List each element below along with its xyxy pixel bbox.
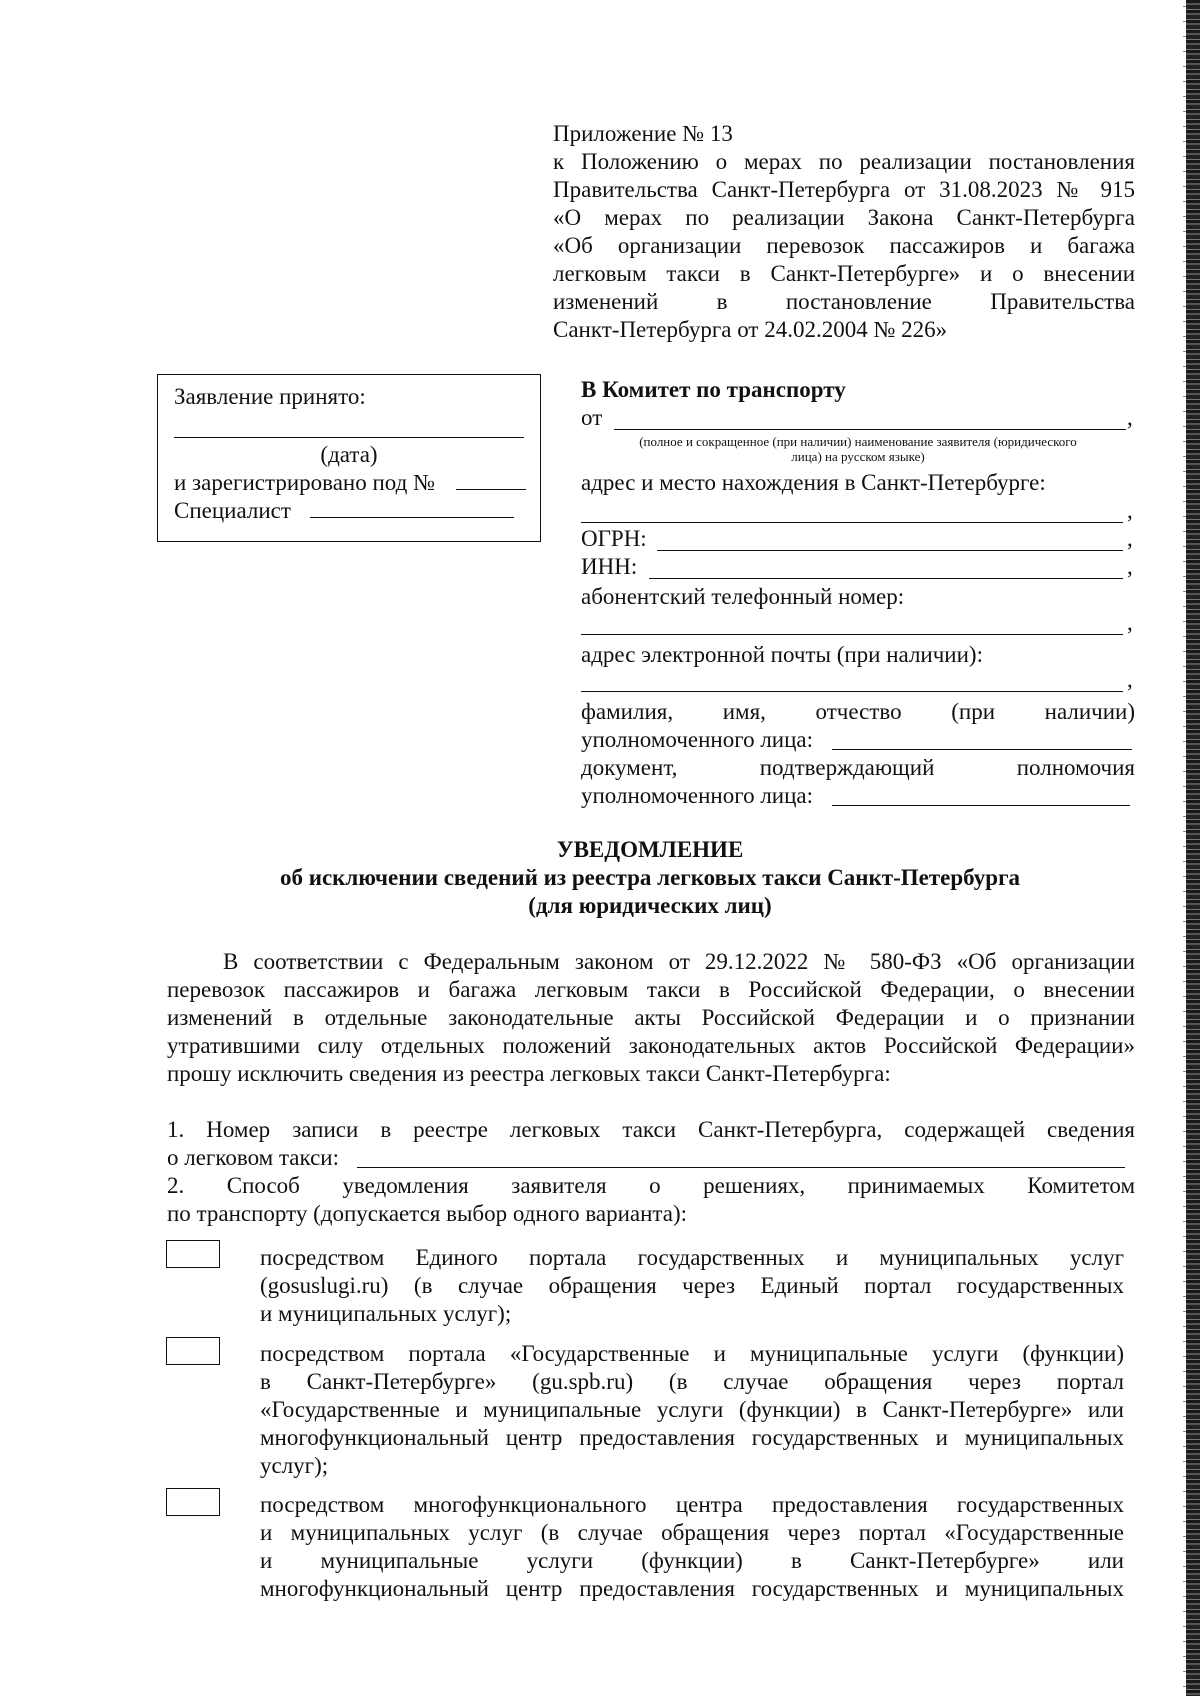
appendix-line: изменений в постановление Правительства: [553, 289, 1135, 314]
option-line: и муниципальных услуг);: [260, 1301, 512, 1326]
phone-label: абонентский телефонный номер:: [581, 584, 905, 609]
option-mfc-checkbox[interactable]: [166, 1488, 220, 1516]
option-gosuslugi-checkbox[interactable]: [166, 1240, 220, 1268]
addressee-from: от: [581, 405, 603, 430]
option-line: в Санкт-Петербурге» (gu.spb.ru) (в случае обращения через портал: [260, 1369, 1124, 1394]
item1-line: 1. Номер записи в реестре легковых такси Санкт-Петербурга, содержащей сведения: [167, 1117, 1135, 1142]
appendix-line: Правительства Санкт-Петербурга от 31.08.2023 № 915: [553, 177, 1135, 202]
intro-line: В соответствии с Федеральным законом от 29.12.2022 № 580-ФЗ «Об организации: [223, 949, 1135, 974]
stamp-date-caption: (дата): [320, 442, 378, 467]
option-line: (gosuslugi.ru) (в случае обращения через Единый портал государственных: [260, 1273, 1124, 1298]
applicant-name-line[interactable]: [614, 429, 1126, 430]
notice-title: УВЕДОМЛЕНИЕ: [556, 837, 744, 862]
option-line: и муниципальные услуги (функции) в Санкт-Петербурге» или: [260, 1548, 1124, 1573]
stamp-specialist: Специалист: [174, 498, 291, 523]
ogrn-input[interactable]: [657, 550, 1123, 551]
intro-line: изменений в отдельные законодательные акты Российской Федерации и о признании: [167, 1005, 1135, 1030]
authorized-label: уполномоченного лица:: [581, 727, 814, 752]
scan-edge: [1186, 0, 1200, 1696]
option-line: многофункциональный центр предоставления государственных и муниципальных: [260, 1425, 1124, 1450]
stamp-date-line[interactable]: [174, 437, 524, 438]
notice-subtitle: об исключении сведений из реестра легковых такси Санкт-Петербурга: [279, 865, 1021, 890]
intro-paragraph: [167, 948, 1135, 1088]
authorized-person-input[interactable]: [832, 749, 1132, 750]
intro-line: прошу исключить сведения из реестра легковых такси Санкт-Петербурга:: [167, 1061, 891, 1086]
appendix-line: к Положению о мерах по реализации постановления: [553, 149, 1135, 174]
fio-line: фамилия, имя, отчество (при наличии): [581, 699, 1135, 724]
option-gu-spb-text: [260, 1340, 1124, 1480]
option-line: многофункциональный центр предоставления государственных и муниципальных: [260, 1576, 1124, 1601]
intro-line: перевозок пассажиров и багажа легковым такси в Российской Федерации, о внесении: [167, 977, 1135, 1002]
name-hint: (полное и сокращенное (при наличии) наименование заявителя (юридического: [639, 434, 1077, 449]
notice-subtitle: (для юридических лиц): [528, 893, 772, 918]
authorized-label-2: уполномоченного лица:: [581, 783, 814, 808]
option-line: «Государственные и муниципальные услуги (функции) в Санкт-Петербурге» или: [260, 1397, 1124, 1422]
address-label: адрес и место нахождения в Санкт-Петербурге:: [581, 470, 1046, 495]
name-hint: лица) на русском языке): [791, 449, 925, 464]
scan-edge-inner: [1183, 0, 1186, 1696]
stamp-specialist-line[interactable]: [310, 517, 514, 518]
stamp-number-line[interactable]: [456, 489, 526, 490]
appendix-line: легковым такси в Санкт-Петербурге» и о внесении: [553, 261, 1135, 286]
stamp-registered: и зарегистрировано под №: [174, 470, 436, 495]
option-gu-spb-checkbox[interactable]: [166, 1337, 220, 1365]
item2-line: по транспорту (допускается выбор одного варианта):: [167, 1201, 688, 1226]
appendix-line: Санкт-Петербурга от 24.02.2004 № 226»: [553, 317, 948, 342]
address-line[interactable]: [581, 522, 1123, 523]
option-line: посредством портала «Государственные и муниципальные услуги (функции): [260, 1341, 1124, 1366]
option-mfc-text: [260, 1491, 1124, 1603]
phone-input[interactable]: [581, 634, 1123, 635]
item2-line: 2. Способ уведомления заявителя о решениях, принимаемых Комитетом: [167, 1173, 1135, 1198]
option-line: посредством Единого портала государственных и муниципальных услуг: [260, 1245, 1124, 1270]
document-line: документ, подтверждающий полномочия: [581, 755, 1135, 780]
item1-line: о легковом такси:: [167, 1145, 339, 1170]
appendix-block: [553, 120, 1135, 344]
email-input[interactable]: [581, 691, 1123, 692]
registration-stamp-box: [157, 374, 541, 542]
registry-number-input[interactable]: [357, 1167, 1125, 1168]
inn-label: ИНН:: [581, 554, 638, 579]
email-label: адрес электронной почты (при наличии):: [581, 642, 983, 667]
appendix-line: «Об организации перевозок пассажиров и багажа: [553, 233, 1135, 258]
option-line: посредством многофункционального центра предоставления государственных: [260, 1492, 1124, 1517]
appendix-line: «О мерах по реализации Закона Санкт-Петербурга: [553, 205, 1135, 230]
intro-line: утратившими силу отдельных положений законодательных актов Российской Федерации»: [167, 1033, 1135, 1058]
stamp-accepted: Заявление принято:: [174, 384, 366, 409]
ogrn-label: ОГРН:: [581, 526, 647, 551]
authority-document-input[interactable]: [832, 805, 1130, 806]
inn-input[interactable]: [649, 578, 1123, 579]
option-gosuslugi-text: [260, 1244, 1124, 1328]
option-line: услуг);: [260, 1453, 329, 1478]
option-line: и муниципальных услуг (в случае обращения через портал «Государственные: [260, 1520, 1124, 1545]
addressee-title: В Комитет по транспорту: [581, 377, 846, 402]
appendix-title: Приложение № 13: [553, 121, 733, 146]
